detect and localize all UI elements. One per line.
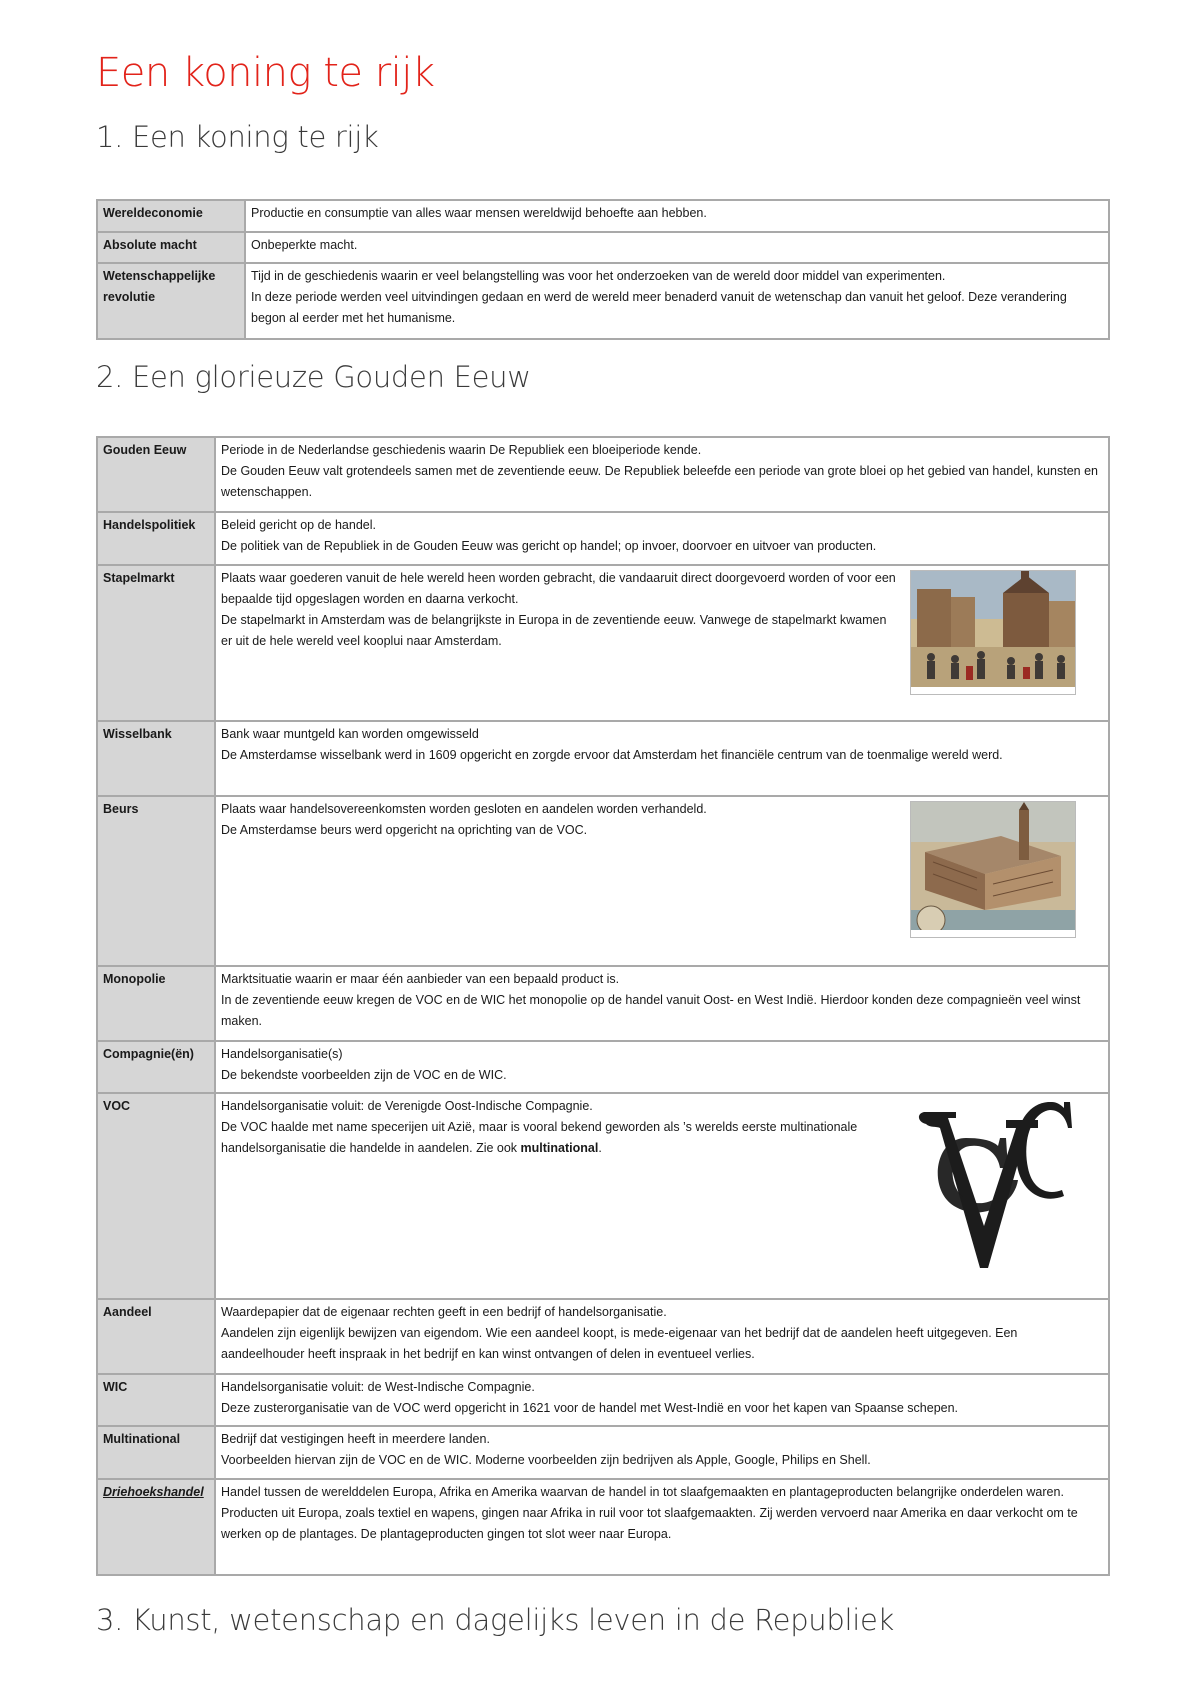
- definition-line: Producten uit Europa, zoals textiel en wapens, gingen naar Afrika in ruil voor tot slaafgemaakten. Zij werden vervoerd naar Amerika en daar verkocht om te werken op de plantages. De plantageproducten gingen tot slot weer naar Europa.: [221, 1506, 1078, 1541]
- table-row: [97, 721, 1109, 796]
- document-title: Een koning te rijk: [96, 50, 435, 96]
- definition-line: Deze zusterorganisatie van de VOC werd opgericht in 1621 voor de handel met West-Indië en voor het kapen van Spaanse schepen.: [221, 1401, 959, 1415]
- definition-line: Handelsorganisatie(s): [221, 1047, 343, 1061]
- table-row: [97, 796, 1109, 966]
- definition-line: De bekendste voorbeelden zijn de VOC en de WIC.: [221, 1068, 507, 1082]
- term-cell: Wereldeconomie: [97, 200, 245, 232]
- definition-line: Handelsorganisatie voluit: de Verenigde Oost-Indische Compagnie.: [221, 1099, 593, 1113]
- definition-cell: [215, 565, 1109, 721]
- term-cell: Compagnie(ën): [97, 1041, 215, 1093]
- section-heading-3: 3. Kunst, wetenschap en dagelijks leven in de Republiek: [96, 1603, 895, 1637]
- definition-line: Voorbeelden hiervan zijn de VOC en de WIC. Moderne voorbeelden zijn bedrijven als Apple, Google, Philips en Shell.: [221, 1453, 871, 1467]
- multinational-crossref: multinational: [520, 1141, 599, 1155]
- definition-line: De Amsterdamse wisselbank werd in 1609 opgericht en zorgde ervoor dat Amsterdam het financiële centrum van de toenmalige wereld werd.: [221, 748, 1003, 762]
- definition-line: De stapelmarkt in Amsterdam was de belangrijkste in Europa in de zeventiende eeuw. Vanwege de stapelmarkt kwamen er uit de hele wereld veel kooplui naar Amsterdam.: [221, 613, 887, 648]
- definition-cell: [215, 1479, 1109, 1575]
- definition-line: Waardepapier dat de eigenaar rechten geeft in een bedrijf of handelsorganisatie.: [221, 1305, 667, 1319]
- term-cell: VOC: [97, 1093, 215, 1299]
- definition-cell: [215, 796, 1109, 966]
- definition-cell: [245, 263, 1109, 339]
- table-row: [97, 565, 1109, 721]
- table-row: [97, 1374, 1109, 1426]
- term-cell: Aandeel: [97, 1299, 215, 1374]
- term-cell: Wisselbank: [97, 721, 215, 796]
- definition-line: In de zeventiende eeuw kregen de VOC en de WIC het monopolie op de handel vanuit Oost- en West Indië. Hierdoor konden deze compagnieën veel winst maken.: [221, 993, 1081, 1028]
- definition-cell: [215, 1093, 1109, 1299]
- voc-logo: [914, 1098, 1074, 1281]
- stapelmarkt-illustration: [910, 570, 1076, 695]
- table-row: [97, 263, 1109, 339]
- definition-cell: [215, 1374, 1109, 1426]
- definition-cell: [215, 1426, 1109, 1479]
- table-row: [97, 200, 1109, 232]
- term-cell: Multinational: [97, 1426, 215, 1479]
- definition-line: Productie en consumptie van alles waar mensen wereldwijd behoefte aan hebben.: [251, 206, 707, 220]
- glossary-table-1: [96, 199, 1110, 340]
- table-row: [97, 966, 1109, 1041]
- term-cell: WIC: [97, 1374, 215, 1426]
- table-row: [97, 512, 1109, 565]
- definition-line: Plaats waar handelsovereenkomsten worden gesloten en aandelen worden verhandeld.: [221, 802, 707, 816]
- definition-cell: [245, 200, 1109, 232]
- term-cell: Absolute macht: [97, 232, 245, 263]
- definition-line: Marktsituatie waarin er maar één aanbieder van een bepaald product is.: [221, 972, 620, 986]
- definition-cell: [215, 437, 1109, 512]
- table-row: [97, 232, 1109, 263]
- glossary-table-2: [96, 436, 1110, 1576]
- term-link-driehoekshandel[interactable]: Driehoekshandel: [97, 1479, 215, 1575]
- table-row: [97, 1479, 1109, 1575]
- definition-line: Tijd in de geschiedenis waarin er veel belangstelling was voor het onderzoeken van de wereld door middel van experimenten.: [251, 269, 946, 283]
- table-row: [97, 1299, 1109, 1374]
- definition-line: Bank waar muntgeld kan worden omgewisseld: [221, 727, 479, 741]
- definition-line: Periode in de Nederlandse geschiedenis waarin De Republiek een bloeiperiode kende.: [221, 443, 702, 457]
- term-cell: Handelspolitiek: [97, 512, 215, 565]
- section-heading-1: 1. Een koning te rijk: [96, 120, 379, 154]
- definition-cell: [215, 721, 1109, 796]
- definition-cell: [215, 512, 1109, 565]
- definition-line: Bedrijf dat vestigingen heeft in meerdere landen.: [221, 1432, 490, 1446]
- definition-line: Onbeperkte macht.: [251, 238, 358, 252]
- beurs-illustration: [910, 801, 1076, 938]
- term-cell: Stapelmarkt: [97, 565, 215, 721]
- table-row: [97, 1041, 1109, 1093]
- table-row: [97, 1426, 1109, 1479]
- definition-line: De politiek van de Republiek in de Gouden Eeuw was gericht op handel; op invoer, doorvoer en uitvoer van producten.: [221, 539, 877, 553]
- definition-cell: [245, 232, 1109, 263]
- definition-text: .: [598, 1141, 602, 1155]
- definition-line: De Amsterdamse beurs werd opgericht na oprichting van de VOC.: [221, 823, 588, 837]
- table-row: [97, 437, 1109, 512]
- definition-cell: [215, 1299, 1109, 1374]
- definition-line: Plaats waar goederen vanuit de hele wereld heen worden gebracht, die vandaaruit direct doorgevoerd worden of voor een bepaalde tijd opgeslagen worden en daarna verkocht.: [221, 571, 896, 606]
- term-cell: Gouden Eeuw: [97, 437, 215, 512]
- definition-cell: [215, 966, 1109, 1041]
- term-cell: Wetenschappelijke revolutie: [97, 263, 245, 339]
- definition-line: Aandelen zijn eigenlijk bewijzen van eigendom. Wie een aandeel koopt, is mede-eigenaar van het bedrijf dat de aandelen heeft uitgegeven. Een aandeelhouder heeft inspraak in het bedrijf en kan winst ontvangen of delen in eventueel verlies.: [221, 1326, 1018, 1361]
- definition-line: In deze periode werden veel uitvindingen gedaan en werd de wereld meer benaderd vanuit de wetenschap dan vanuit het geloof. Deze verandering begon al eerder met het humanisme.: [251, 290, 1067, 325]
- section-heading-2: 2. Een glorieuze Gouden Eeuw: [96, 360, 531, 394]
- definition-line: Handelsorganisatie voluit: de West-Indische Compagnie.: [221, 1380, 535, 1394]
- definition-text: De VOC haalde met name specerijen uit Azië, maar is vooral bekend geworden als ’s werelds eerste multinationale handelsorganisatie die handelde in aandelen. Zie ook: [221, 1120, 858, 1155]
- definition-cell: [215, 1041, 1109, 1093]
- definition-line: Handel tussen de werelddelen Europa, Afrika en Amerika waarvan de handel in tot slaafgemaakten en plantageproducten belangrijke onderdelen waren.: [221, 1485, 1064, 1499]
- table-row: [97, 1093, 1109, 1299]
- term-cell: Monopolie: [97, 966, 215, 1041]
- term-cell: Beurs: [97, 796, 215, 966]
- definition-line: Beleid gericht op de handel.: [221, 518, 376, 532]
- definition-line: De Gouden Eeuw valt grotendeels samen met de zeventiende eeuw. De Republiek beleefde een periode van grote bloei op het gebied van handel, kunsten en wetenschappen.: [221, 464, 1099, 499]
